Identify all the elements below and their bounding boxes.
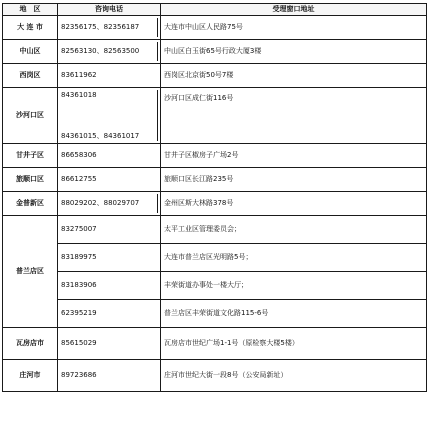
cell-divider — [157, 194, 158, 213]
address-text: 旅顺口区长江路235号 — [164, 175, 234, 183]
district-cell: 甘井子区 — [3, 144, 58, 168]
district-cell: 庄河市 — [3, 360, 58, 392]
header-row — [3, 4, 427, 16]
phone-cell — [58, 360, 161, 392]
phone-cell — [58, 272, 161, 300]
phone-cell — [58, 16, 161, 40]
table-row — [3, 244, 427, 272]
table-row — [3, 300, 427, 328]
phone-cell — [58, 40, 161, 64]
phone-number: 84361018 — [61, 90, 97, 99]
table-row — [3, 88, 427, 144]
address-cell — [161, 244, 427, 272]
phone-cell — [58, 64, 161, 88]
district-cell: 金普新区 — [3, 192, 58, 216]
phone-number: 83275007 — [61, 225, 97, 233]
address-text: 大连市中山区人民路75号 — [164, 23, 243, 31]
table-row — [3, 192, 427, 216]
address-text: 沙河口区成仁街116号 — [164, 94, 234, 102]
address-cell — [161, 300, 427, 328]
address-cell — [161, 272, 427, 300]
address-cell — [161, 64, 427, 88]
address-text: 丰荣街道办事处一楼大厅； — [164, 281, 248, 289]
phone-number: 84361015、84361017 — [61, 131, 140, 140]
table-row — [3, 168, 427, 192]
district-cell: 旅顺口区 — [3, 168, 58, 192]
address-cell — [161, 88, 427, 144]
district-cell: 普兰店区 — [3, 216, 58, 328]
phone-number: 62395219 — [61, 309, 97, 317]
cell-divider — [157, 42, 158, 61]
cell-divider — [157, 90, 158, 141]
table-row — [3, 144, 427, 168]
phone-cell — [58, 244, 161, 272]
address-cell — [161, 144, 427, 168]
header-phone: 咨询电话 — [58, 4, 161, 16]
address-cell — [161, 192, 427, 216]
phone-number: 88029202、88029707 — [61, 199, 140, 207]
address-cell — [161, 168, 427, 192]
district-cell: 西岗区 — [3, 64, 58, 88]
address-text: 庄河市世纪大街一段8号（公安局新址） — [164, 371, 288, 379]
district-cell: 大 连 市 — [3, 16, 58, 40]
phone-number: 86658306 — [61, 151, 97, 159]
address-text: 甘井子区椒房子广场2号 — [164, 151, 239, 159]
phone-number: 86612755 — [61, 175, 97, 183]
table-row — [3, 16, 427, 40]
address-text: 中山区白玉街65号行政大厦3楼 — [164, 47, 262, 55]
district-cell: 沙河口区 — [3, 88, 58, 144]
phone-cell — [58, 216, 161, 244]
table-row — [3, 64, 427, 88]
phone-number: 83189975 — [61, 253, 97, 261]
address-text: 大连市普兰店区光明路5号； — [164, 253, 253, 261]
phone-cell — [58, 192, 161, 216]
phone-number: 89723686 — [61, 371, 97, 379]
address-cell — [161, 360, 427, 392]
table-row — [3, 216, 427, 244]
address-text: 太平工业区管理委员会； — [164, 225, 241, 233]
address-cell — [161, 40, 427, 64]
phone-cell — [58, 168, 161, 192]
address-text: 普兰店区丰荣街道文化路115-6号 — [164, 309, 269, 317]
table-row — [3, 360, 427, 392]
phone-cell — [58, 144, 161, 168]
district-cell: 中山区 — [3, 40, 58, 64]
phone-number: 82356175、82356187 — [61, 23, 140, 31]
phone-number: 83183906 — [61, 281, 97, 289]
phone-number: 85615029 — [61, 339, 97, 347]
phone-cell — [58, 88, 161, 144]
phone-number: 82563130、82563500 — [61, 47, 140, 55]
address-text: 金州区斯大林路378号 — [164, 199, 234, 207]
service-table — [2, 3, 427, 392]
address-cell — [161, 216, 427, 244]
address-cell — [161, 328, 427, 360]
table-row — [3, 328, 427, 360]
address-text: 瓦房店市世纪广场1-1号（原检察大楼5楼） — [164, 339, 299, 347]
district-cell: 瓦房店市 — [3, 328, 58, 360]
address-cell — [161, 16, 427, 40]
table-row — [3, 40, 427, 64]
cell-divider — [157, 18, 158, 37]
header-district: 地 区 — [3, 4, 58, 16]
header-address: 受理窗口地址 — [161, 4, 427, 16]
address-text: 西岗区北京街50号7楼 — [164, 71, 234, 79]
phone-cell — [58, 300, 161, 328]
table-row — [3, 272, 427, 300]
phone-number: 83611962 — [61, 71, 97, 79]
phone-cell — [58, 328, 161, 360]
